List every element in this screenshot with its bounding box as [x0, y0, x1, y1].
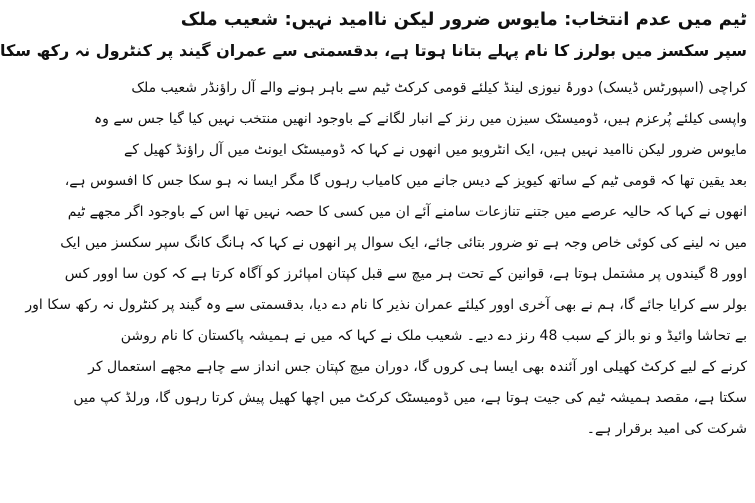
body-line: شرکت کی امید برقرار ہے۔	[586, 421, 747, 437]
body-line: مایوس ضرور لیکن ناامید نہیں ہیں، ایک انٹرویو میں انھوں نے کہا کہ ڈومیسٹک ایونٹ میں آل راؤنڈ کھیل کے	[124, 142, 747, 158]
body-line: بعد یقین تھا کہ قومی ٹیم کے ساتھ کیویز کے دیس جانے میں کامیاب رہوں گا مگر ایسا نہ ہو سکا جس کا افسوس ہے،	[64, 173, 747, 189]
body-line: بے تحاشا وائیڈ و نو بالز کے سبب 48 رنز دے دیے۔ شعیب ملک نے کہا کہ میں نے ہمیشہ پاکستان کا نام روشن	[120, 328, 747, 344]
headline: ٹیم میں عدم انتخاب: مایوس ضرور لیکن ناامید نہیں: شعیب ملک	[180, 9, 747, 30]
body-line: کراچی (اسپورٹس ڈیسک) دورۂ نیوزی لینڈ کیلئے قومی کرکٹ ٹیم سے باہر ہونے والے آل راؤنڈر شعیب ملک	[131, 80, 747, 96]
body-line: انھوں نے کہا کہ حالیہ عرصے میں جتنے تنازعات سامنے آئے ان میں کسی کا حصہ نہیں تھا اس کے باوجود اگر مجھے ٹیم	[67, 204, 747, 220]
body-line: سکتا ہے، مقصد ہمیشہ ٹیم کی جیت ہوتا ہے، میں ڈومیسٹک کرکٹ میں اچھا کھیل پیش کرتا رہوں گا، ورلڈ کپ میں	[73, 390, 747, 406]
body-line: کرنے کے لیے کرکٹ کھیلی اور آئندہ بھی ایسا ہی کروں گا، دوران میچ کپتان جس انداز سے چاہے مجھے استعمال کر	[88, 359, 747, 375]
body-line: بولر سے کرایا جائے گا، ہم نے بھی آخری اوور کیلئے عمران نذیر کا نام دے دیا، بدقسمتی سے وہ گیند پر کنٹرول نہ رکھ سکا اور	[25, 297, 747, 313]
subheadline: سپر سکسز میں بولرز کا نام پہلے بتانا ہوتا ہے، بدقسمتی سے عمران گیند پر کنٹرول نہ رکھ سکا	[0, 41, 747, 60]
body-line: اوور 8 گیندوں پر مشتمل ہوتا ہے، قوانین کے تحت ہر میچ سے قبل کپتان امپائرز کو آگاہ کرتا ہے کہ کون سا اوور کس	[64, 266, 747, 282]
article-body	[25, 73, 747, 445]
body-line: میں نہ لینے کی کوئی خاص وجہ ہے تو ضرور بتائی جائے، ایک سوال پر انھوں نے کہا کہ ہانگ کانگ سپر سکسز میں ایک	[60, 235, 747, 251]
body-line: واپسی کیلئے پُرعزم ہیں، ڈومیسٹک سیزن میں رنز کے انبار لگانے کے باوجود انھیں منتخب نہیں کیا گیا جس سے وہ	[93, 111, 747, 127]
